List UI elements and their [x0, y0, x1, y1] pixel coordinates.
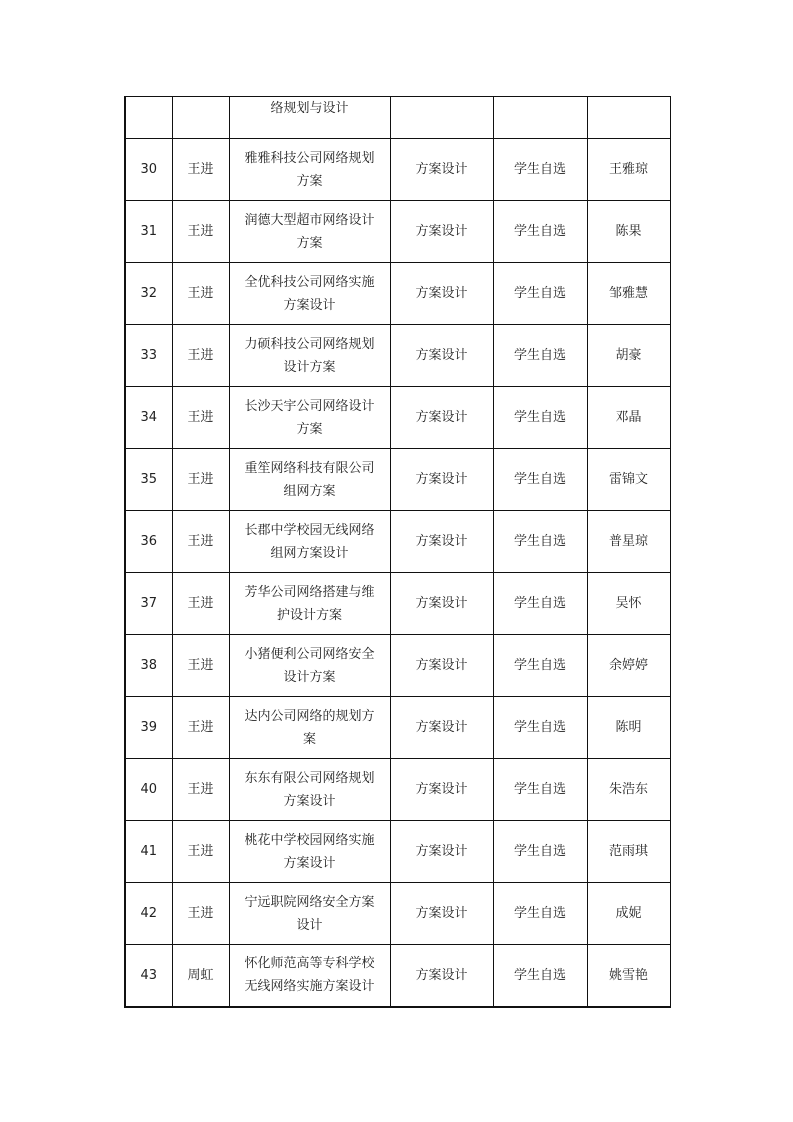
- table-row: [125, 387, 670, 449]
- cell-project: 宁远职院网络安全方案设计: [229, 883, 390, 945]
- cell-student: 陈果: [587, 201, 670, 263]
- cell-no: 30: [125, 139, 172, 201]
- topic-table-body: [125, 97, 670, 1007]
- cell-source: 学生自选: [493, 263, 587, 325]
- cell-type: 方案设计: [390, 139, 493, 201]
- cell-no: 33: [125, 325, 172, 387]
- cell-project: 长沙天宇公司网络设计方案: [229, 387, 390, 449]
- table-row: [125, 821, 670, 883]
- table-row: [125, 201, 670, 263]
- cell-type: 方案设计: [390, 449, 493, 511]
- cell-type: 方案设计: [390, 201, 493, 263]
- cell-student: 雷锦文: [587, 449, 670, 511]
- cell-no: 35: [125, 449, 172, 511]
- cell-project: 芳华公司网络搭建与维护设计方案: [229, 573, 390, 635]
- cell-type: 方案设计: [390, 759, 493, 821]
- cell-no: 38: [125, 635, 172, 697]
- cell-source: 学生自选: [493, 511, 587, 573]
- cell-source: [493, 97, 587, 139]
- cell-type: 方案设计: [390, 387, 493, 449]
- cell-no: 39: [125, 697, 172, 759]
- cell-source: 学生自选: [493, 635, 587, 697]
- cell-source: 学生自选: [493, 387, 587, 449]
- cell-teacher: 王进: [172, 263, 229, 325]
- cell-project: 小猪便利公司网络安全设计方案: [229, 635, 390, 697]
- cell-type: 方案设计: [390, 883, 493, 945]
- cell-project: 络规划与设计: [229, 97, 390, 139]
- cell-no: 42: [125, 883, 172, 945]
- cell-project: 长郡中学校园无线网络组网方案设计: [229, 511, 390, 573]
- cell-type: 方案设计: [390, 263, 493, 325]
- table-row: [125, 759, 670, 821]
- cell-student: 王雅琼: [587, 139, 670, 201]
- cell-project: 力硕科技公司网络规划设计方案: [229, 325, 390, 387]
- table-row: [125, 573, 670, 635]
- table-row: [125, 139, 670, 201]
- cell-source: 学生自选: [493, 883, 587, 945]
- cell-teacher: 王进: [172, 511, 229, 573]
- cell-type: 方案设计: [390, 511, 493, 573]
- cell-teacher: 王进: [172, 573, 229, 635]
- cell-no: 41: [125, 821, 172, 883]
- cell-no: 40: [125, 759, 172, 821]
- cell-student: 普星琼: [587, 511, 670, 573]
- cell-project: 东东有限公司网络规划方案设计: [229, 759, 390, 821]
- cell-project: 重笙网络科技有限公司组网方案: [229, 449, 390, 511]
- table-row: [125, 325, 670, 387]
- cell-type: 方案设计: [390, 821, 493, 883]
- cell-student: 邓晶: [587, 387, 670, 449]
- cell-teacher: 王进: [172, 759, 229, 821]
- cell-type: 方案设计: [390, 573, 493, 635]
- cell-source: 学生自选: [493, 759, 587, 821]
- table-row: [125, 945, 670, 1007]
- cell-student: 余婷婷: [587, 635, 670, 697]
- table-row-continued: [125, 97, 670, 139]
- table-row: [125, 511, 670, 573]
- cell-project: 全优科技公司网络实施方案设计: [229, 263, 390, 325]
- cell-student: 成妮: [587, 883, 670, 945]
- cell-teacher: 王进: [172, 449, 229, 511]
- cell-no: 32: [125, 263, 172, 325]
- cell-teacher: 王进: [172, 387, 229, 449]
- topic-table: [124, 96, 671, 1008]
- cell-student: 姚雪艳: [587, 945, 670, 1007]
- cell-type: [390, 97, 493, 139]
- cell-project: 雅雅科技公司网络规划方案: [229, 139, 390, 201]
- cell-project: 怀化师范高等专科学校无线网络实施方案设计: [229, 945, 390, 1007]
- cell-no: 34: [125, 387, 172, 449]
- cell-teacher: 王进: [172, 697, 229, 759]
- cell-project: 达内公司网络的规划方案: [229, 697, 390, 759]
- cell-type: 方案设计: [390, 325, 493, 387]
- cell-student: 朱浩东: [587, 759, 670, 821]
- cell-student: 吴怀: [587, 573, 670, 635]
- cell-no: [125, 97, 172, 139]
- table-row: [125, 635, 670, 697]
- cell-no: 31: [125, 201, 172, 263]
- cell-no: 36: [125, 511, 172, 573]
- table-row: [125, 449, 670, 511]
- cell-source: 学生自选: [493, 201, 587, 263]
- cell-source: 学生自选: [493, 821, 587, 883]
- cell-teacher: 王进: [172, 201, 229, 263]
- cell-no: 43: [125, 945, 172, 1007]
- cell-student: 邹雅慧: [587, 263, 670, 325]
- cell-type: 方案设计: [390, 945, 493, 1007]
- cell-student: [587, 97, 670, 139]
- table-row: [125, 883, 670, 945]
- cell-source: 学生自选: [493, 139, 587, 201]
- cell-student: 范雨琪: [587, 821, 670, 883]
- cell-teacher: 王进: [172, 821, 229, 883]
- cell-source: 学生自选: [493, 325, 587, 387]
- cell-teacher: [172, 97, 229, 139]
- cell-source: 学生自选: [493, 449, 587, 511]
- cell-teacher: 王进: [172, 325, 229, 387]
- cell-teacher: 王进: [172, 635, 229, 697]
- cell-no: 37: [125, 573, 172, 635]
- cell-teacher: 周虹: [172, 945, 229, 1007]
- cell-source: 学生自选: [493, 697, 587, 759]
- cell-student: 胡豪: [587, 325, 670, 387]
- cell-student: 陈明: [587, 697, 670, 759]
- cell-source: 学生自选: [493, 945, 587, 1007]
- table-row: [125, 263, 670, 325]
- cell-teacher: 王进: [172, 139, 229, 201]
- cell-type: 方案设计: [390, 697, 493, 759]
- table-row: [125, 697, 670, 759]
- cell-type: 方案设计: [390, 635, 493, 697]
- cell-project: 桃花中学校园网络实施方案设计: [229, 821, 390, 883]
- cell-source: 学生自选: [493, 573, 587, 635]
- cell-project: 润德大型超市网络设计方案: [229, 201, 390, 263]
- cell-teacher: 王进: [172, 883, 229, 945]
